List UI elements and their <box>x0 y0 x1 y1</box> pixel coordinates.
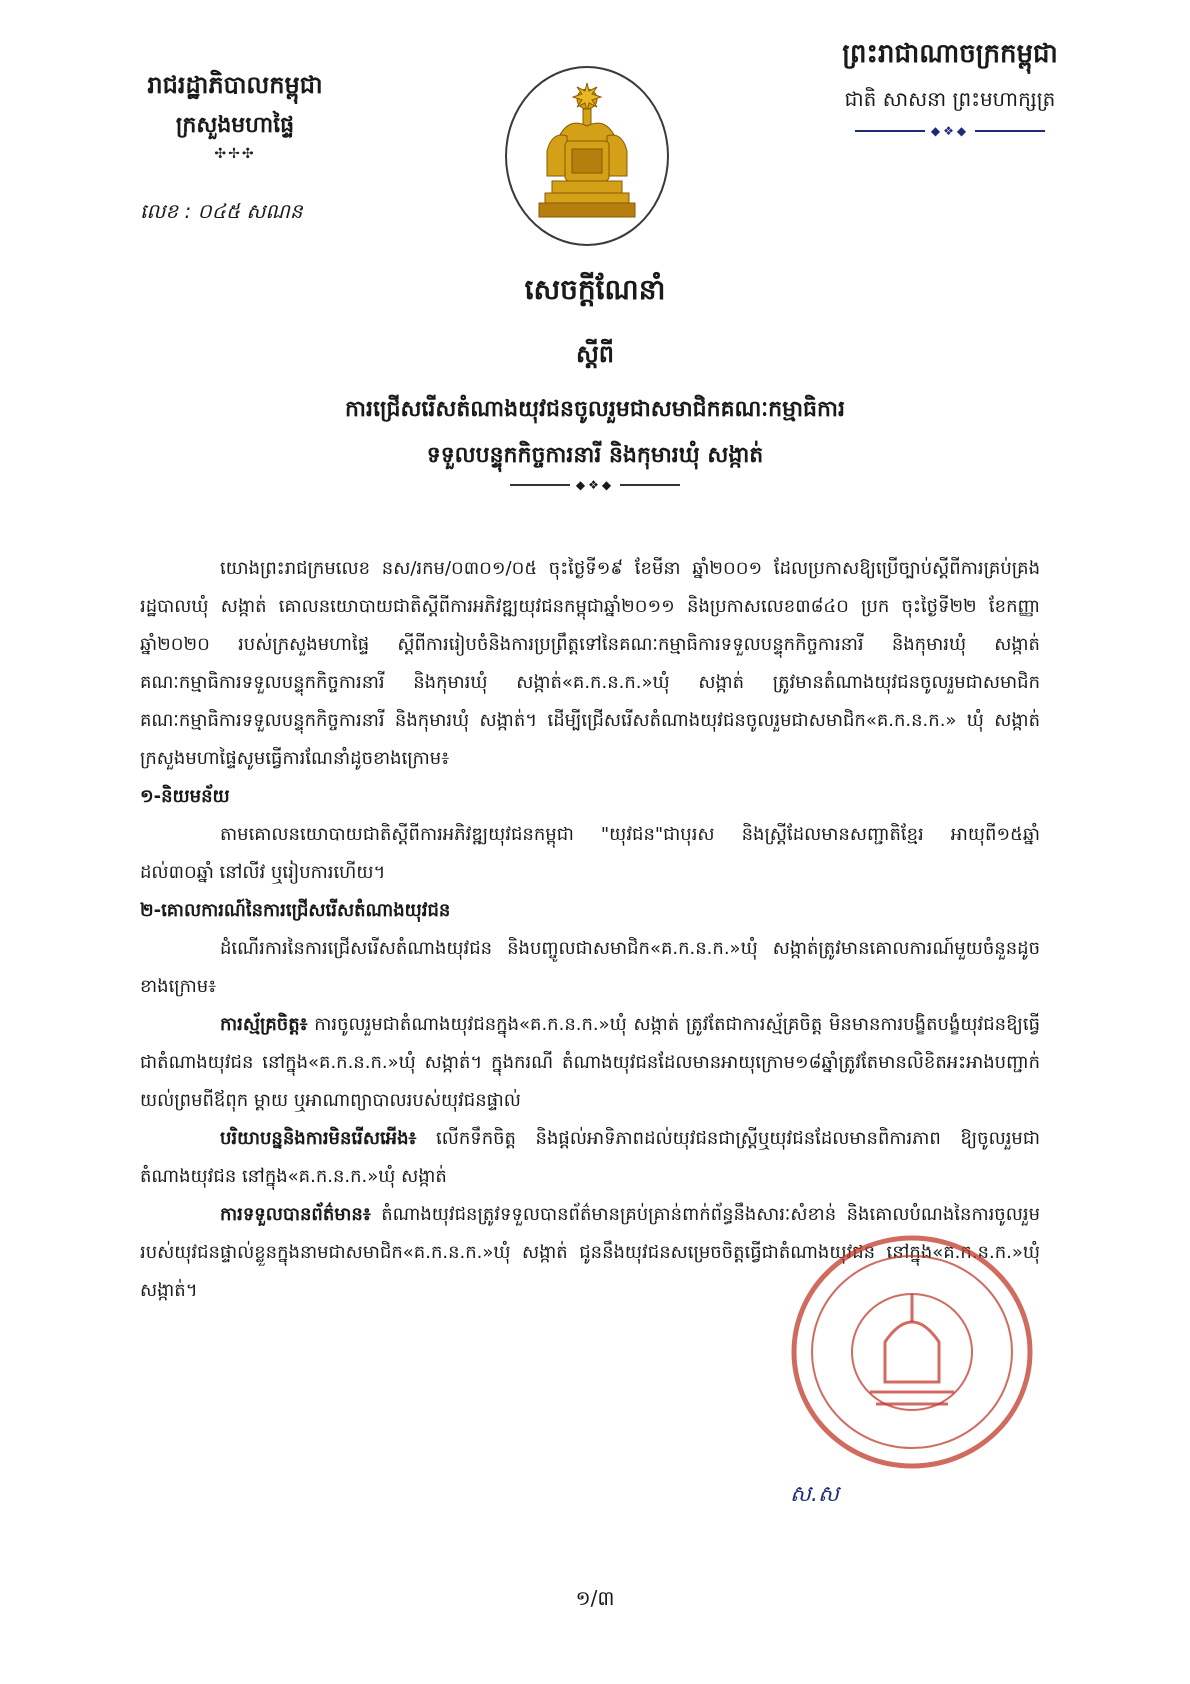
page-number: ១/៣ <box>575 1586 615 1610</box>
government-name: រាជរដ្ឋាភិបាលកម្ពុជា <box>147 71 323 99</box>
ornament-left: ✣✢✣ <box>214 146 256 162</box>
header-left <box>120 68 350 162</box>
subject-line-2: ទទួលបន្ទុកកិច្ចការនារី និងកុមារឃុំ សង្កាត់ <box>426 443 764 468</box>
section-1-text: តាមគោលនយោបាយជាតិស្ដីពីការអភិវឌ្ឍយុវជនកម្ពុជា "យុវជន"ជាបុរស និងស្ត្រីដែលមានសញ្ជាតិខ្មែរ អាយុពី១៥ឆ្នាំដល់៣០ឆ្នាំ នៅលីវ ឬរៀបការហើយ។ <box>140 824 1040 883</box>
principle-inclusion-label: បរិយាបន្ននិងការមិនរើសអើង៖ <box>220 1128 417 1149</box>
letter-number <box>140 198 303 228</box>
principle-inclusion-text: លើកទឹកចិត្ត និងផ្ដល់អាទិភាពដល់យុវជនជាស្ត្រីឬយុវជនដែលមានពិការភាព ឱ្យចូលរួមជាតំណាងយុវជន នៅក្នុង«គ.ក.ន.ក.»ឃុំ សង្កាត់ <box>140 1128 1040 1187</box>
ministry-name: ក្រសួងមហាផ្ទៃ <box>175 113 295 138</box>
intro-paragraph: យោងព្រះរាជក្រមលេខ នស/រកម/០៣០១/០៥ ចុះថ្ងៃទី១៩ ខែមីនា ឆ្នាំ២០០១ ដែលប្រកាសឱ្យប្រើច្បាប់ស្ដីពីការគ្រប់គ្រងរដ្ឋបាលឃុំ សង្កាត់ គោលនយោបាយជាតិស្ដីពីការអភិវឌ្ឍយុវជនកម្ពុជាឆ្នាំ២០១១ និងប្រកាសលេខ៣៨៤០ ប្រក ចុះថ្ងៃទី២២ ខែកញ្ញា ឆ្នាំ២០២០ របស់ក្រសួងមហាផ្ទៃ ស្ដីពីការរៀបចំនិងការប្រព្រឹត្តទៅនៃគណៈកម្មាធិការទទួលបន្ទុកកិច្ចការនារី និងកុមារឃុំ សង្កាត់ គណៈកម្មាធិការទទួលបន្ទុកកិច្ចការនារី និងកុមារឃុំ សង្កាត់«គ.ក.ន.ក.»ឃុំ សង្កាត់ ត្រូវមានតំណាងយុវជនចូលរួមជាសមាជិកគណៈកម្មាធិការទទួលបន្ទុកកិច្ចការនារី និងកុមារឃុំ សង្កាត់។ ដើម្បីជ្រើសរើសតំណាងយុវជនចូលរួមជាសមាជិក«គ.ក.ន.ក.» ឃុំ សង្កាត់ ក្រសួងមហាផ្ទៃសូមធ្វើការណែនាំដូចខាងក្រោម៖ <box>140 558 1040 769</box>
document-about: ស្ដីពី <box>575 340 615 368</box>
principle-information <box>140 1196 1040 1310</box>
principle-information-label: ការទទួលបានព័ត៌មាន៖ <box>220 1204 371 1225</box>
signature-initial: ស.ស <box>790 1482 839 1507</box>
ornament-right: ◆❖◆ <box>770 124 1130 138</box>
royal-emblem-icon <box>527 81 647 231</box>
section-2-intro: ដំណើរការនៃការជ្រើសរើសតំណាងយុវជន និងបញ្ចូលជាសមាជិក«គ.ក.ន.ក.»ឃុំ សង្កាត់ត្រូវមានគោលការណ៍មួយចំនួនដូចខាងក្រោម៖ <box>140 938 1040 997</box>
national-motto: ជាតិ សាសនា ព្រះមហាក្សត្រ <box>844 87 1056 111</box>
letter-number-value: ០៤៥ សណន <box>197 199 303 223</box>
document-titles <box>250 270 940 492</box>
principle-voluntary-label: ការស្ម័គ្រចិត្ត៖ <box>220 1014 308 1035</box>
title-ornament: ◆❖◆ <box>250 478 940 492</box>
principle-voluntary <box>140 1006 1040 1120</box>
document-type: សេចក្ដីណែនាំ <box>524 273 666 306</box>
kingdom-name: ព្រះរាជាណាចក្រកម្ពុជា <box>842 39 1058 69</box>
section-1-heading: ១-និយមន័យ <box>140 786 230 807</box>
royal-emblem <box>505 66 669 246</box>
letter-label: លេខ : <box>140 199 192 223</box>
document-body <box>140 550 1040 1310</box>
header-right <box>770 36 1130 138</box>
principle-information-text: តំណាងយុវជនត្រូវទទួលបានព័ត៌មានគ្រប់គ្រាន់ពាក់ព័ន្ធនឹងសារៈសំខាន់ និងគោលបំណងនៃការចូលរួមរបស់យុវជនផ្ទាល់ខ្លួនក្នុងនាមជាសមាជិក«គ.ក.ន.ក.»ឃុំ សង្កាត់ ជូននឹងយុវជនសម្រេចចិត្តធ្វើជាតំណាងយុវជន នៅក្នុង«គ.ក.ន.ក.»ឃុំ សង្កាត់។ <box>140 1204 1040 1301</box>
section-2-heading: ២-គោលការណ៍នៃការជ្រើសរើសតំណាងយុវជន <box>140 900 451 921</box>
principle-voluntary-text: ការចូលរួមជាតំណាងយុវជនក្នុង«គ.ក.ន.ក.»ឃុំ សង្កាត់ ត្រូវតែជាការស្ម័គ្រចិត្ត មិនមានការបង្ខិតបង្ខំយុវជនឱ្យធ្វើជាតំណាងយុវជន នៅក្នុង«គ.ក.ន.ក.»ឃុំ សង្កាត់។ ក្នុងករណី តំណាងយុវជនដែលមានអាយុក្រោម១៨ឆ្នាំត្រូវតែមានលិខិតអះអាងបញ្ជាក់យល់ព្រមពីឪពុក ម្ដាយ ឬអាណាព្យាបាលរបស់យុវជនផ្ទាល់ <box>140 1014 1040 1111</box>
subject-line-1: ការជ្រើសរើសតំណាងយុវជនចូលរួមជាសមាជិកគណៈកម្មាធិការ <box>345 397 845 422</box>
principle-inclusion <box>140 1120 1040 1196</box>
